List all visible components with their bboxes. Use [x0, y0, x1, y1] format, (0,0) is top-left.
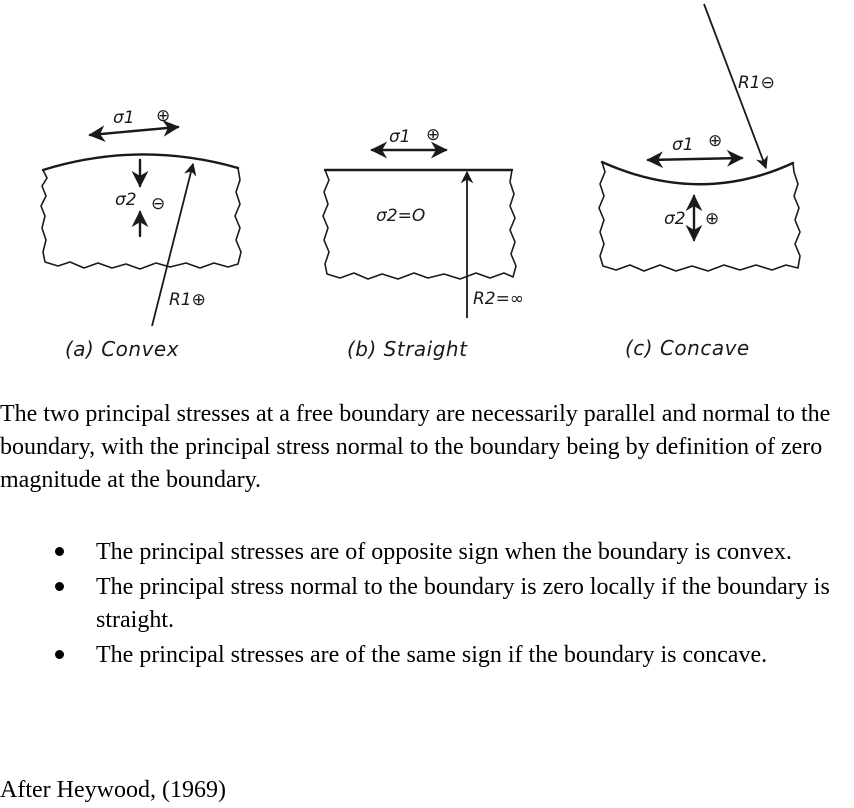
- straight-sigma1-label: σ1: [389, 127, 411, 147]
- bullet-dot: [55, 582, 64, 591]
- convex-radius-label: R1⊕: [169, 290, 206, 310]
- convex-caption: (a) Convex: [65, 337, 180, 361]
- bullet-item: [0, 571, 850, 637]
- bullet-text: The principal stresses are of the same sign if the boundary is concave.: [96, 642, 768, 668]
- panel-convex: [41, 106, 241, 361]
- stress-boundary-figure: [0, 0, 854, 380]
- bullet-text: The principal stresses are of opposite sign when the boundary is convex.: [96, 539, 792, 565]
- straight-sigma2-label: σ2=O: [376, 206, 426, 226]
- bullet-item: [0, 536, 850, 569]
- bullet-text: The principal stress normal to the boundary is zero locally if the boundary is straight.: [96, 574, 830, 633]
- concave-caption: (c) Concave: [625, 336, 750, 360]
- concave-sigma1-sign: ⊕: [708, 131, 723, 151]
- panel-straight: [323, 125, 524, 361]
- concave-sigma2-label: σ2: [664, 209, 686, 229]
- concave-radius-label: R1⊖: [738, 73, 775, 93]
- concave-sigma2-sign: ⊕: [705, 209, 720, 229]
- straight-sigma1-sign: ⊕: [426, 125, 441, 145]
- convex-sigma2-label: σ2: [115, 190, 137, 210]
- bullet-list: [0, 536, 850, 674]
- straight-caption: (b) Straight: [347, 337, 468, 361]
- concave-sigma1-label: σ1: [672, 135, 694, 155]
- source-credit: After Heywood, (1969): [0, 777, 226, 803]
- concave-sigma1-arrow: [648, 158, 742, 160]
- straight-radius-label: R2=∞: [473, 289, 525, 309]
- convex-sigma2-sign: ⊖: [151, 194, 166, 214]
- convex-sigma1-arrow: [90, 127, 178, 135]
- bullet-item: [0, 639, 850, 672]
- panel-concave: [599, 4, 800, 360]
- bullet-dot: [55, 650, 64, 659]
- description-paragraph: The two principal stresses at a free boundary are necessarily parallel and normal to the boundary, with the principal stress normal to the boundary being by definition of zero magnitude at the boundary.: [0, 401, 831, 493]
- concave-block-outline: [599, 162, 800, 271]
- bullet-dot: [55, 547, 64, 556]
- convex-sigma1-sign: ⊕: [156, 106, 171, 126]
- convex-sigma1-label: σ1: [113, 108, 135, 128]
